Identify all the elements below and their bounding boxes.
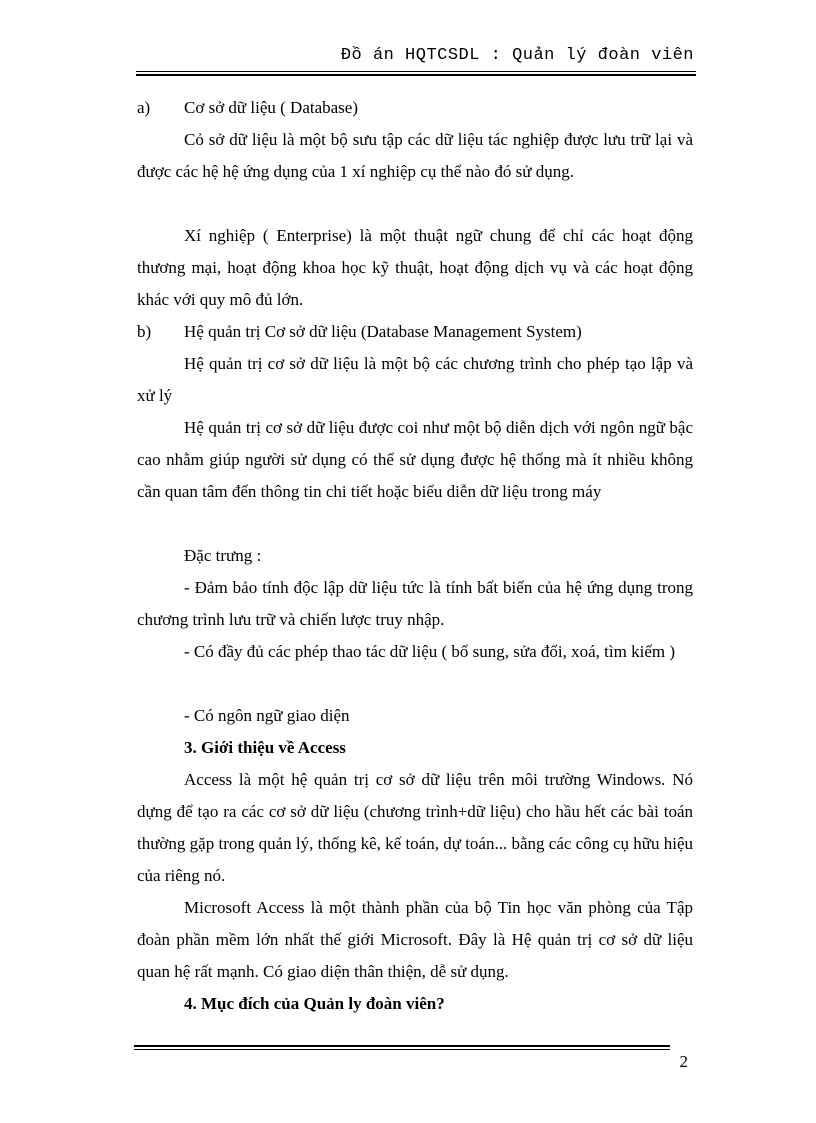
header-title: Đồ án HQTCSDL : Quản lý đoàn viên (340, 46, 694, 65)
paragraph: Microsoft Access là một thành phần của bộ Tin học văn phòng của Tập đoàn phần mềm lớn nhất thế giới Microsoft. Đây là Hệ quản trị cơ sở dữ liệu quan hệ rất mạnh. Có giao diện thân thiện, dễ sử dụng. (137, 898, 693, 981)
list-item: - Đảm bảo tính độc lập dữ liệu tức là tính bất biến của hệ ứng dụng trong chương trình lưu trữ và chiến lược truy nhập. (137, 578, 693, 629)
section-heading-3: 3. Giới thiệu về Access (184, 738, 346, 757)
section-a-heading (137, 92, 693, 124)
header-rule-bottom (136, 74, 696, 76)
section-a-title: Cơ sở dữ liệu ( Database) (184, 98, 359, 117)
footer-rule-top (134, 1045, 670, 1047)
paragraph: Đặc trưng : (184, 546, 262, 565)
paragraph: Hệ quản trị cơ sở dữ liệu là một bộ các chương trình cho phép tạo lập và xử lý (137, 354, 693, 405)
paragraph: Access là một hệ quản trị cơ sở dữ liệu trên môi trường Windows. Nó dựng để tạo ra các cơ sở dữ liệu (chương trình+dữ liệu) cho hầu hết các bài toán thường gặp trong quản lý, thống kê, kế toán, dự toán... bằng các công cụ hữu hiệu của riêng nó. (137, 770, 693, 885)
paragraph: Hệ quản trị cơ sở dữ liệu được coi như một bộ diễn dịch với ngôn ngữ bậc cao nhằm giúp người sử dụng có thể sử dụng được hệ thống mà ít nhiều không cần quan tâm đến thông tin chi tiết hoặc biểu diễn dữ liệu trong máy (137, 418, 693, 501)
list-item: - Có ngôn ngữ giao diện (184, 706, 350, 725)
page-number: 2 (679, 1052, 688, 1071)
section-b-title: Hệ quản trị Cơ sở dữ liệu (Database Management System) (184, 322, 582, 341)
paragraph: Xí nghiệp ( Enterprise) là một thuật ngữ chung để chỉ các hoạt động thương mại, hoạt động khoa học kỹ thuật, hoạt động dịch vụ và các hoạt động khác với quy mô đủ lớn. (137, 226, 693, 309)
header-rule-top (136, 71, 696, 72)
section-heading-4: 4. Mục đích của Quản ly đoàn viên? (184, 994, 445, 1013)
section-a-label: a) (137, 98, 151, 117)
section-b-label: b) (137, 322, 152, 341)
section-b-heading (137, 316, 693, 348)
footer-rule-bottom (134, 1049, 670, 1050)
paragraph: Cỏ sở dữ liệu là một bộ sưu tập các dữ liệu tác nghiệp được lưu trữ lại và được các hệ hệ ứng dụng của 1 xí nghiệp cụ thể nào đó sử dụng. (137, 130, 693, 181)
list-item: - Có đầy đủ các phép thao tác dữ liệu ( bổ sung, sửa đổi, xoá, tìm kiếm ) (184, 642, 676, 661)
